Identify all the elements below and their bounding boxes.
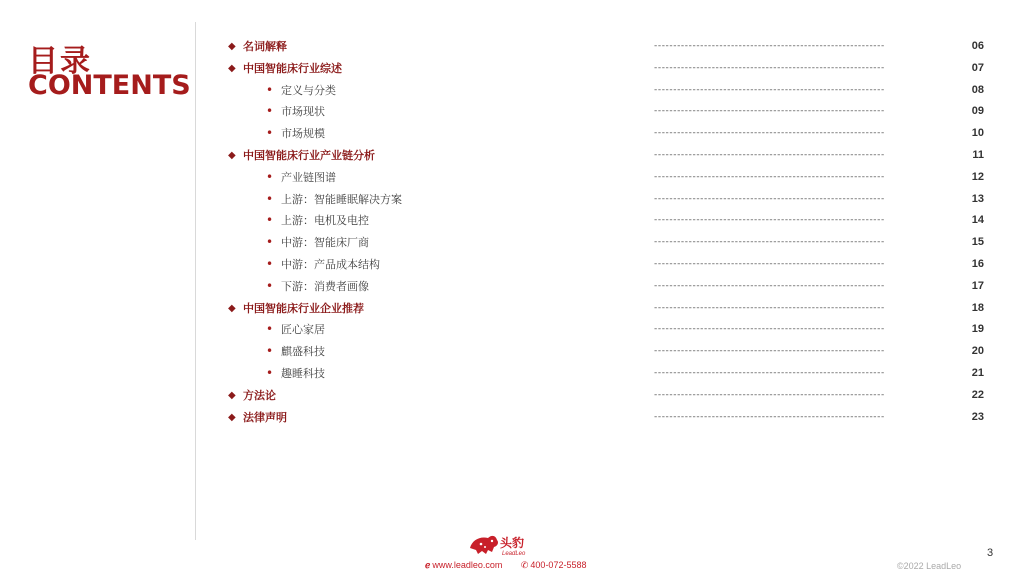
- dot-bullet-icon: •: [266, 235, 274, 250]
- toc-subsection[interactable]: [228, 254, 988, 276]
- toc-label: 法律声明: [243, 410, 287, 424]
- toc-label: 中国智能床行业企业推荐: [243, 301, 364, 315]
- toc-label: 趣睡科技: [281, 366, 325, 380]
- toc-page-number: 23: [971, 410, 984, 423]
- toc-label: 上游：电机及电控: [281, 214, 369, 228]
- toc-section[interactable]: [228, 385, 988, 407]
- website-link[interactable]: [425, 560, 510, 570]
- phone-icon: ✆: [520, 560, 529, 570]
- toc-page-number: 10: [971, 127, 984, 140]
- diamond-bullet-icon: ◆: [228, 41, 236, 52]
- toc-leader: ------------------------------------------------------------: [654, 237, 885, 248]
- toc-leader: ------------------------------------------------------------: [654, 193, 885, 204]
- toc-section[interactable]: [228, 298, 988, 320]
- toc-subsection[interactable]: [228, 363, 988, 385]
- toc-page-number: 14: [971, 214, 984, 227]
- toc-label: 中国智能床行业综述: [243, 61, 342, 75]
- toc-leader: ------------------------------------------------------------: [654, 302, 885, 313]
- website-text: www.leadleo.com: [432, 560, 503, 570]
- toc-page-number: 21: [971, 366, 984, 379]
- toc-subsection[interactable]: [228, 167, 988, 189]
- page-title-en: CONTENTS: [28, 70, 191, 101]
- toc-label: 上游：智能睡眠解决方案: [281, 192, 402, 206]
- dot-bullet-icon: •: [266, 82, 274, 97]
- diamond-bullet-icon: ◆: [228, 411, 236, 423]
- logo-subtext: LeadLeo: [502, 551, 526, 557]
- toc-leader: ------------------------------------------------------------: [654, 106, 885, 117]
- toc-label: 下游：消费者画像: [281, 279, 369, 293]
- toc-label: 定义与分类: [281, 83, 336, 97]
- toc-page-number: 13: [971, 192, 984, 205]
- toc-subsection[interactable]: [228, 341, 988, 363]
- toc-page-number: 06: [971, 40, 984, 52]
- toc-page-number: 19: [971, 323, 984, 336]
- dot-bullet-icon: •: [266, 322, 274, 337]
- dot-bullet-icon: •: [266, 256, 274, 271]
- dot-bullet-icon: •: [266, 365, 274, 380]
- dot-bullet-icon: •: [266, 213, 274, 228]
- vertical-divider: [195, 22, 196, 540]
- diamond-bullet-icon: ◆: [228, 149, 236, 161]
- toc-label: 产业链图谱: [281, 170, 336, 184]
- toc-label: 匠心家居: [281, 323, 325, 337]
- toc-page-number: 20: [971, 345, 984, 358]
- dot-bullet-icon: •: [266, 191, 274, 206]
- browser-e-icon: ℯ: [425, 560, 431, 570]
- toc-page-number: 07: [971, 61, 984, 74]
- copyright: ©2022 LeadLeo: [897, 561, 962, 571]
- toc-subsection[interactable]: [228, 210, 988, 232]
- toc-leader: ------------------------------------------------------------: [654, 367, 885, 378]
- toc-section[interactable]: [228, 145, 988, 167]
- table-of-contents: [228, 36, 988, 428]
- toc-leader: ------------------------------------------------------------: [654, 346, 885, 357]
- toc-page-number: 16: [971, 257, 984, 270]
- toc-label: 中游：智能床厂商: [281, 236, 369, 250]
- toc-label: 中游：产品成本结构: [281, 257, 380, 271]
- toc-subsection[interactable]: [228, 319, 988, 341]
- toc-leader: ------------------------------------------------------------: [654, 411, 885, 422]
- diamond-bullet-icon: ◆: [228, 62, 236, 74]
- toc-page-number: 08: [971, 83, 984, 96]
- page-title-cn: 目录: [28, 44, 92, 79]
- dot-bullet-icon: •: [266, 126, 274, 141]
- toc-page-number: 12: [971, 170, 984, 183]
- toc-leader: ------------------------------------------------------------: [654, 215, 885, 226]
- phone-text: 400-072-5588: [530, 560, 587, 570]
- toc-leader: ------------------------------------------------------------: [654, 84, 885, 95]
- toc-label: 名词解释: [243, 40, 287, 53]
- toc-leader: ------------------------------------------------------------: [654, 171, 885, 182]
- toc-section[interactable]: [228, 36, 988, 58]
- toc-section[interactable]: [228, 58, 988, 80]
- toc-page-number: 11: [972, 148, 984, 161]
- toc-label: 市场现状: [281, 105, 325, 119]
- toc-leader: ------------------------------------------------------------: [654, 41, 885, 51]
- phone-contact: [521, 560, 595, 570]
- toc-label: 市场规模: [281, 127, 325, 141]
- toc-page-number: 17: [971, 279, 984, 292]
- toc-leader: ------------------------------------------------------------: [654, 62, 885, 73]
- toc-subsection[interactable]: [228, 123, 988, 145]
- toc-leader: ------------------------------------------------------------: [654, 280, 885, 291]
- toc-section[interactable]: [228, 407, 988, 429]
- toc-subsection[interactable]: [228, 80, 988, 102]
- toc-leader: ------------------------------------------------------------: [654, 149, 885, 160]
- page-number: 3: [987, 547, 994, 559]
- toc-page-number: 22: [971, 388, 984, 401]
- toc-leader: ------------------------------------------------------------: [654, 389, 885, 400]
- diamond-bullet-icon: ◆: [228, 302, 236, 314]
- dot-bullet-icon: •: [266, 278, 274, 293]
- toc-subsection[interactable]: [228, 189, 988, 211]
- toc-subsection[interactable]: [228, 101, 988, 123]
- toc-subsection[interactable]: [228, 276, 988, 298]
- toc-leader: ------------------------------------------------------------: [654, 258, 885, 269]
- toc-label: 方法论: [243, 388, 276, 402]
- logo-text: 头豹: [500, 536, 525, 550]
- toc-label: 中国智能床行业产业链分析: [243, 148, 375, 162]
- toc-page-number: 15: [971, 236, 984, 249]
- footer-contact: [425, 560, 602, 571]
- toc-label: 麒盛科技: [281, 345, 325, 359]
- toc-leader: ------------------------------------------------------------: [654, 324, 885, 335]
- dot-bullet-icon: •: [266, 344, 274, 359]
- toc-page-number: 09: [971, 105, 984, 118]
- dot-bullet-icon: •: [266, 104, 274, 119]
- toc-leader: ------------------------------------------------------------: [654, 128, 885, 139]
- diamond-bullet-icon: ◆: [228, 389, 236, 401]
- toc-page-number: 18: [971, 301, 984, 314]
- dot-bullet-icon: •: [266, 169, 274, 184]
- toc-subsection[interactable]: [228, 232, 988, 254]
